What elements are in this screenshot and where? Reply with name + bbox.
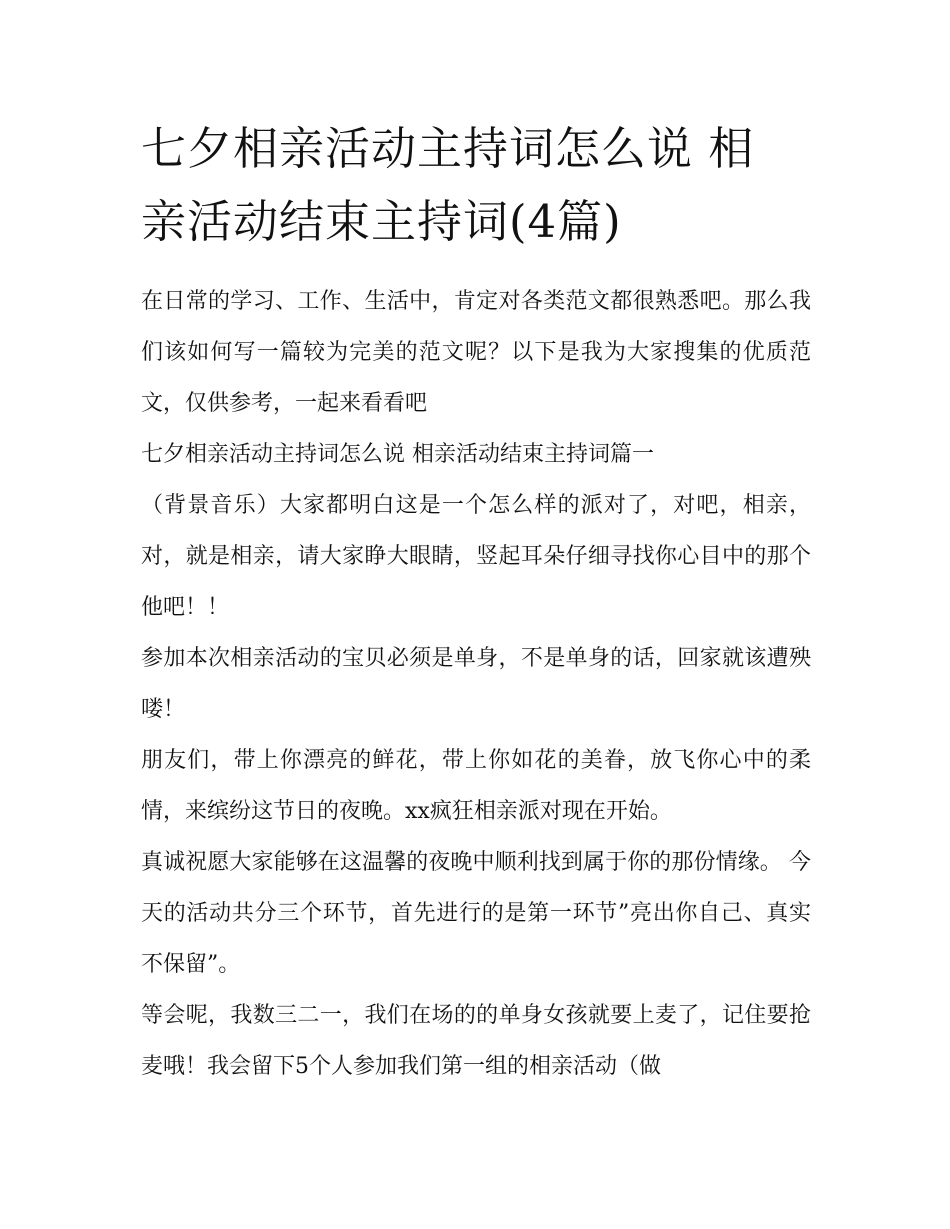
- intro-paragraph: 在日常的学习、工作、生活中，肯定对各类范文都很熟悉吧。那么我们该如何写一篇较为完美的范文呢？以下是我为大家搜集的优质范文，仅供参考，一起来看看吧: [141, 289, 811, 416]
- title-line-2: 亲活动结束主持词(4篇): [141, 195, 622, 248]
- title-line-1: 七夕相亲活动主持词怎么说 相: [141, 122, 755, 175]
- body-paragraph: （背景音乐）大家都明白这是一个怎么样的派对了，对吧，相亲，对，就是相亲，请大家睁大眼睛，竖起耳朵仔细寻找你心目中的那个他吧！！: [141, 493, 811, 620]
- section-heading: 七夕相亲活动主持词怎么说 相亲活动结束主持词篇一: [141, 442, 654, 467]
- document-body: [141, 276, 811, 1092]
- body-paragraph: 真诚祝愿大家能够在这温馨的夜晚中顺利找到属于你的那份情缘。 今天的活动共分三个环节，首先进行的是第一环节”亮出你自己、真实不保留”。: [141, 850, 811, 977]
- document-title: [141, 112, 811, 258]
- body-paragraph: 朋友们，带上你漂亮的鲜花，带上你如花的美眷，放飞你心中的柔情，来缤纷这节日的夜晚。xx疯狂相亲派对现在开始。: [141, 748, 811, 824]
- document-content: [141, 112, 811, 1092]
- body-paragraph: 参加本次相亲活动的宝贝必须是单身，不是单身的话，回家就该遭殃喽！: [141, 646, 811, 722]
- body-paragraph: 等会呢，我数三二一，我们在场的的单身女孩就要上麦了，记住要抢麦哦！我会留下5个人参加我们第一组的相亲活动（做: [141, 1003, 811, 1079]
